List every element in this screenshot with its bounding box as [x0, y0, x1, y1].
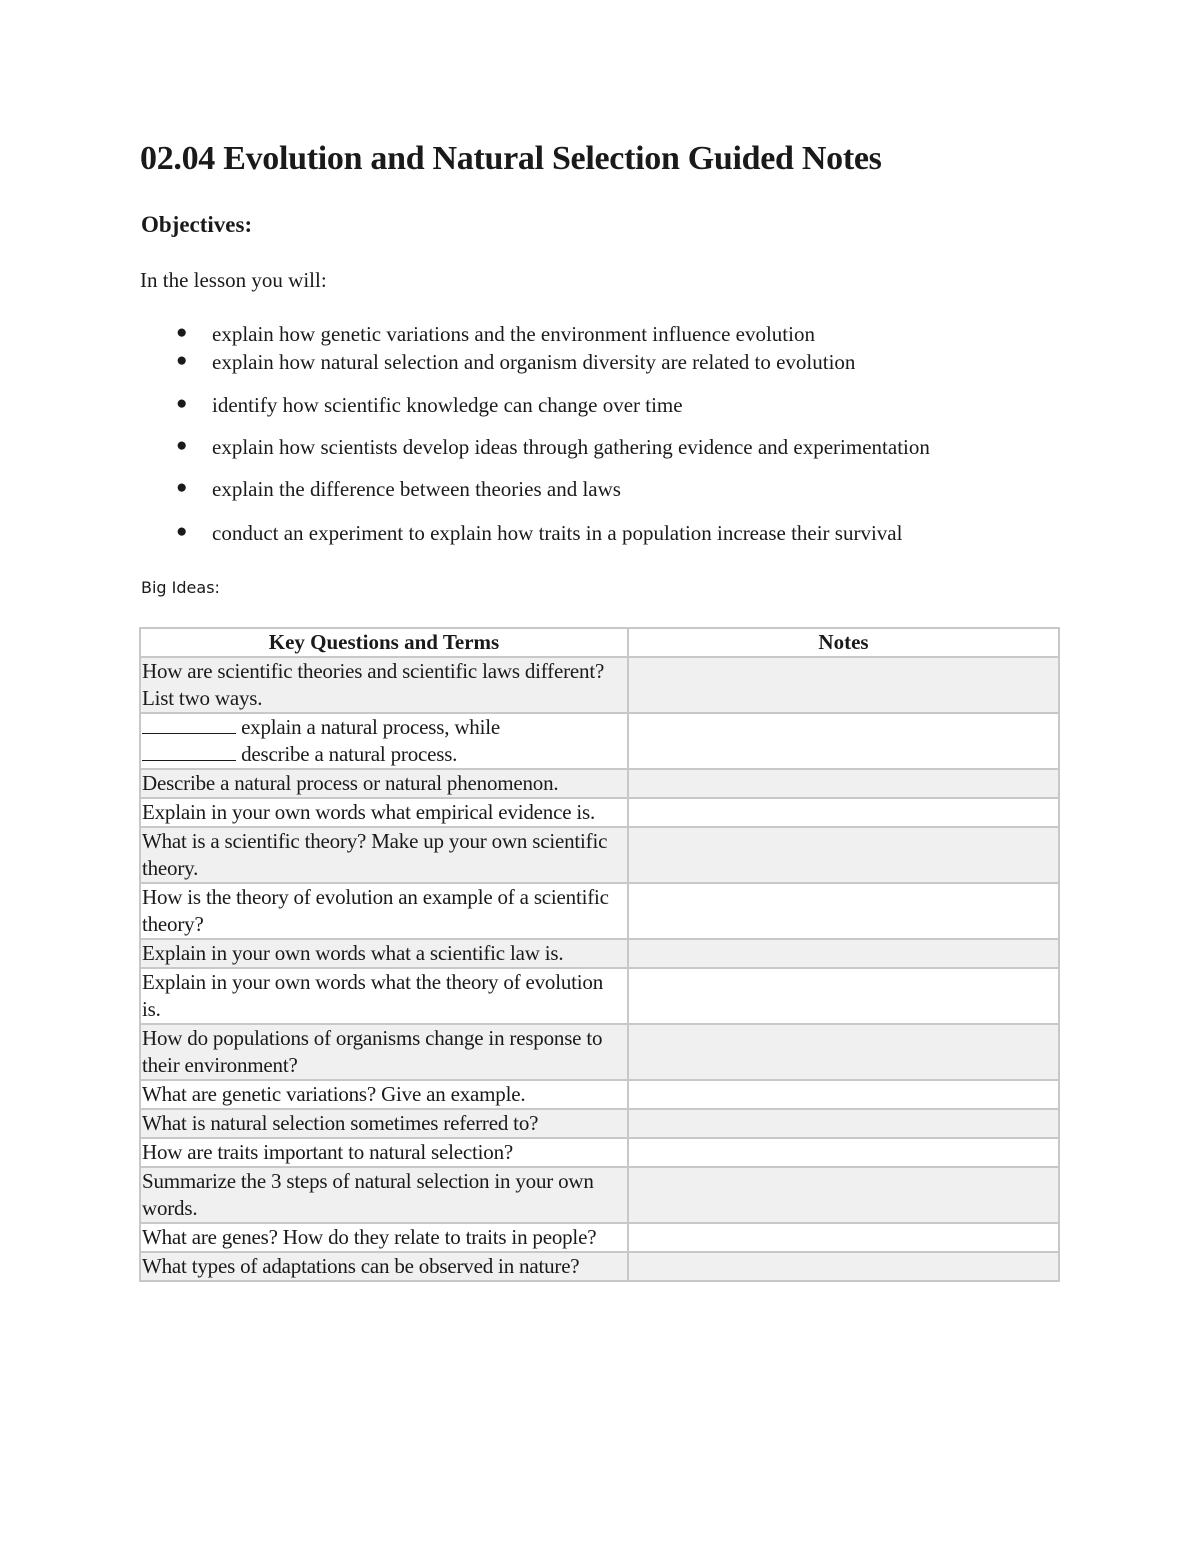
table-row: [140, 769, 1059, 798]
notes-cell[interactable]: [628, 883, 1059, 939]
table-row: [140, 1138, 1059, 1167]
notes-cell[interactable]: [628, 827, 1059, 883]
column-header-notes: Notes: [628, 628, 1059, 657]
question-cell: How do populations of organisms change in response to their environment?: [140, 1024, 628, 1080]
blank-prompt-line-2: describe a natural process.: [241, 742, 458, 766]
blank-prompt-line-1: explain a natural process, while: [241, 715, 500, 739]
notes-cell[interactable]: [628, 1252, 1059, 1281]
question-cell: Summarize the 3 steps of natural selection in your own words.: [140, 1167, 628, 1223]
table-row: [140, 1223, 1059, 1252]
question-cell: Explain in your own words what empirical evidence is.: [140, 798, 628, 827]
table-row: [140, 713, 1059, 769]
question-cell: What is a scientific theory? Make up your own scientific theory.: [140, 827, 628, 883]
table-row: [140, 1080, 1059, 1109]
notes-cell[interactable]: [628, 1080, 1059, 1109]
notes-cell[interactable]: [628, 657, 1059, 713]
question-cell: Describe a natural process or natural phenomenon.: [140, 769, 628, 798]
fill-in-blank[interactable]: [142, 742, 236, 761]
table-row: [140, 657, 1059, 713]
table-row: [140, 1024, 1059, 1080]
question-cell: How is the theory of evolution an example of a scientific theory?: [140, 883, 628, 939]
notes-cell[interactable]: [628, 1223, 1059, 1252]
table-row: [140, 1109, 1059, 1138]
column-header-key-questions: Key Questions and Terms: [140, 628, 628, 657]
objective-text: explain how natural selection and organism diversity are related to evolution: [212, 350, 856, 374]
objectives-heading: Objectives:: [141, 212, 253, 237]
bullet-icon: ●: [176, 477, 188, 498]
guided-notes-table: [139, 627, 1060, 1282]
notes-cell[interactable]: [628, 798, 1059, 827]
question-cell: What types of adaptations can be observed in nature?: [140, 1252, 628, 1281]
fill-in-blank[interactable]: [142, 715, 236, 734]
bullet-icon: ●: [176, 322, 188, 343]
table-row: [140, 798, 1059, 827]
table-row: [140, 968, 1059, 1024]
objective-text: conduct an experiment to explain how traits in a population increase their survival: [212, 521, 903, 545]
question-cell: What are genes? How do they relate to traits in people?: [140, 1223, 628, 1252]
table-row: [140, 1167, 1059, 1223]
notes-cell[interactable]: [628, 1138, 1059, 1167]
table-row: [140, 939, 1059, 968]
notes-cell[interactable]: [628, 939, 1059, 968]
question-cell: Explain in your own words what the theory of evolution is.: [140, 968, 628, 1024]
table-header-row: [140, 628, 1059, 657]
table-row: [140, 883, 1059, 939]
table-row: [140, 827, 1059, 883]
notes-cell[interactable]: [628, 968, 1059, 1024]
notes-cell[interactable]: [628, 1109, 1059, 1138]
notes-cell[interactable]: [628, 769, 1059, 798]
question-cell: [140, 713, 628, 769]
notes-cell[interactable]: [628, 713, 1059, 769]
big-ideas-label: Big Ideas:: [141, 578, 220, 597]
notes-cell[interactable]: [628, 1167, 1059, 1223]
notes-cell[interactable]: [628, 1024, 1059, 1080]
lesson-intro: In the lesson you will:: [140, 268, 327, 292]
document-title: 02.04 Evolution and Natural Selection Guided Notes: [140, 140, 882, 177]
bullet-icon: ●: [176, 393, 188, 414]
objective-text: identify how scientific knowledge can change over time: [212, 393, 683, 417]
objective-text: explain the difference between theories and laws: [212, 477, 621, 501]
question-cell: Explain in your own words what a scientific law is.: [140, 939, 628, 968]
bullet-icon: ●: [176, 521, 188, 542]
objective-text: explain how scientists develop ideas through gathering evidence and experimentation: [212, 435, 930, 459]
bullet-icon: ●: [176, 435, 188, 456]
table-row: [140, 1252, 1059, 1281]
objective-text: explain how genetic variations and the environment influence evolution: [212, 322, 815, 346]
question-cell: How are scientific theories and scientific laws different? List two ways.: [140, 657, 628, 713]
bullet-icon: ●: [176, 350, 188, 371]
question-cell: What are genetic variations? Give an example.: [140, 1080, 628, 1109]
question-cell: How are traits important to natural selection?: [140, 1138, 628, 1167]
question-cell: What is natural selection sometimes referred to?: [140, 1109, 628, 1138]
